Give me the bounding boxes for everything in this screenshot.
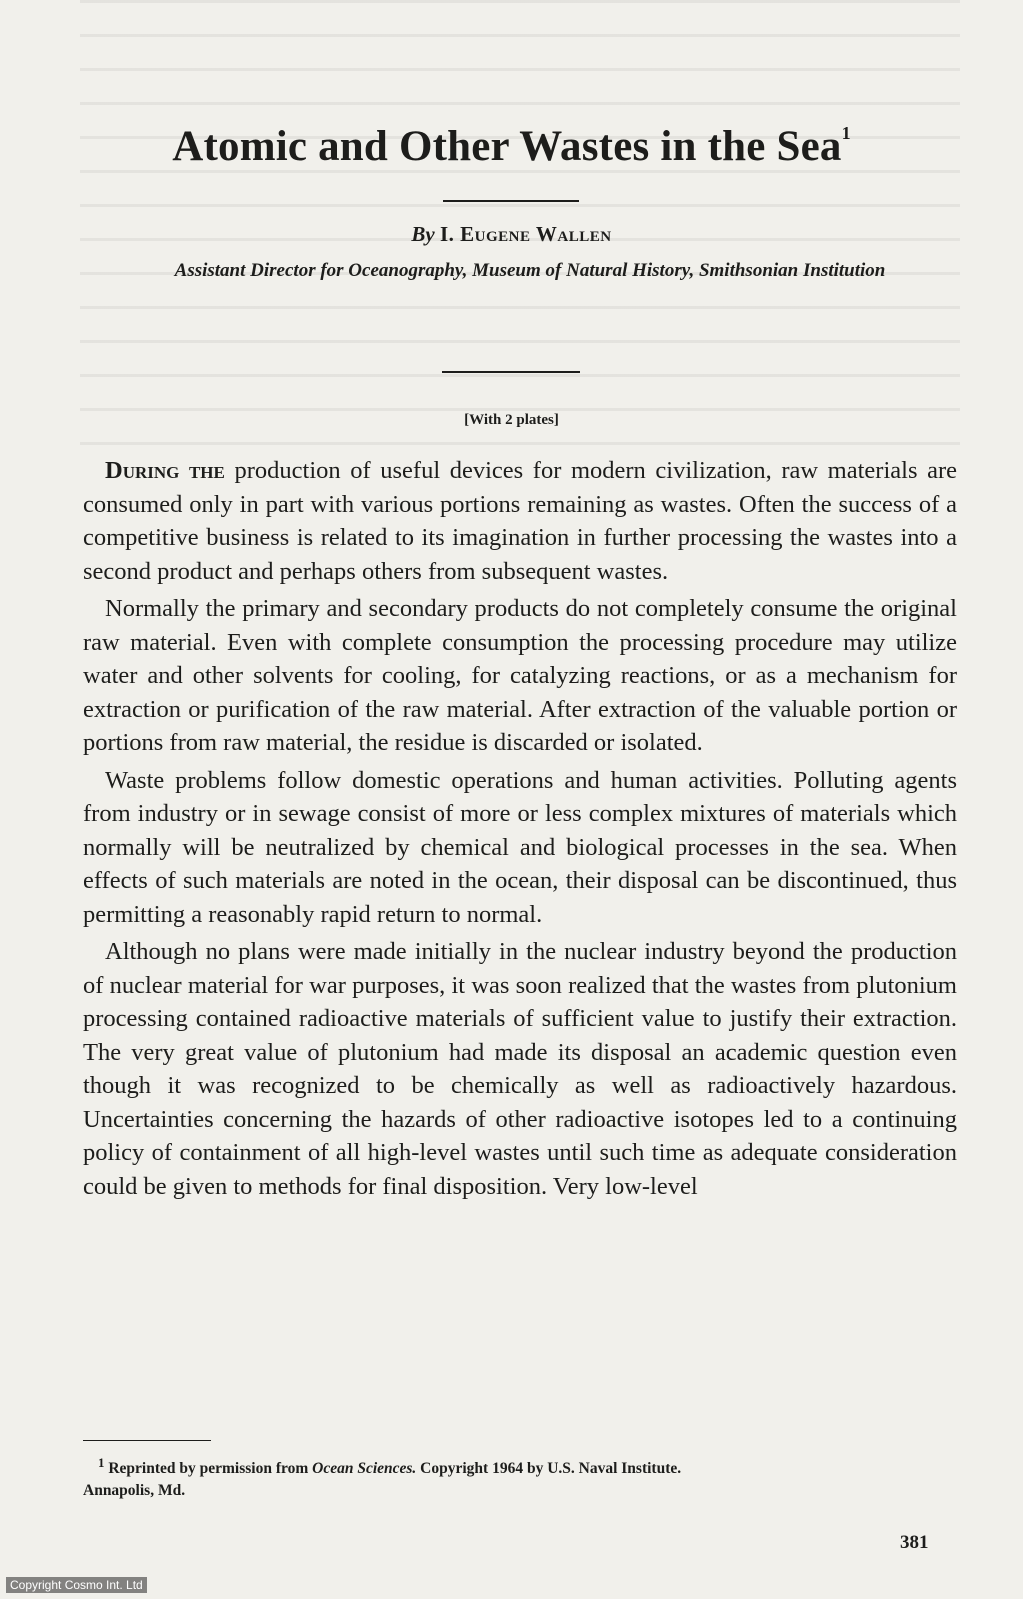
paragraph-1: During the production of useful devices for modern civilization, raw materials are consumed only in part with various portions remaining as wastes. Often the success of a competitive business is related to its imagination in further processing the wastes into a second product and perhaps others from subsequent wastes. [83,457,957,585]
footnote-mark: 1 [98,1455,105,1470]
paragraph-4: Although no plans were made initially in the nuclear industry beyond the production of nuclear material for war purposes, it was soon realized that the wastes from plutonium processing contained radioactive materials of sufficient value to justify their extraction. The very great value of plutonium had made its disposal an academic question even though it was recognized to be chemically as well as radioactively hazardous. Uncertainties concerning the hazards of other radioactive isotopes led to a continuing policy of containment of all high-level wastes until such time as adequate consideration could be given to methods for final disposition. Very low-level [83,938,957,1200]
title-footnote-mark: 1 [841,122,851,143]
paragraph-2: Normally the primary and secondary products do not completely consume the original raw material. Even with complete consumption the processing procedure may utilize water and other solvents for cooling, for catalyzing reactions, or as a mechanism for extraction or purification of the raw material. After extraction of the valuable portion or portions from raw material, the residue is discarded or isolated. [83,595,957,756]
plates-note: [With 2 plates] [464,412,559,428]
footnote-rule [83,1440,211,1441]
copyright-watermark: Copyright Cosmo Int. Ltd [6,1577,147,1593]
byline-by: By [411,222,435,246]
page-number: 381 [900,1532,929,1553]
article-body [83,454,957,1207]
paragraph-lead-in: During the [105,457,225,484]
footnote: $^1$ Reprinted by permission from Ocean Sciences. Copyright 1964 by U.S. Naval Institute. Annapolis, Md. [83,1455,682,1500]
title-rule [443,200,579,202]
author-name: I. Eugene Wallen [440,222,612,246]
byline [0,222,1023,247]
paragraph-3: Waste problems follow domestic operations and human activities. Polluting agents from industry or in sewage consist of more or less complex mixtures of materials which normally will be neutralized by chemical and biological processes in the sea. When effects of such materials are noted in the ocean, their disposal can be discontinued, thus permitting a reasonably rapid return to normal. [83,766,957,928]
affiliation-rule [442,371,580,373]
footnote-source: Ocean Sciences. [312,1460,417,1478]
author-affiliation: Assistant Director for Oceanography, Museum of Natural History, Smithsonian Institution [174,260,886,281]
article-title: Atomic and Other Wastes in the Sea$^1$ [172,122,851,170]
